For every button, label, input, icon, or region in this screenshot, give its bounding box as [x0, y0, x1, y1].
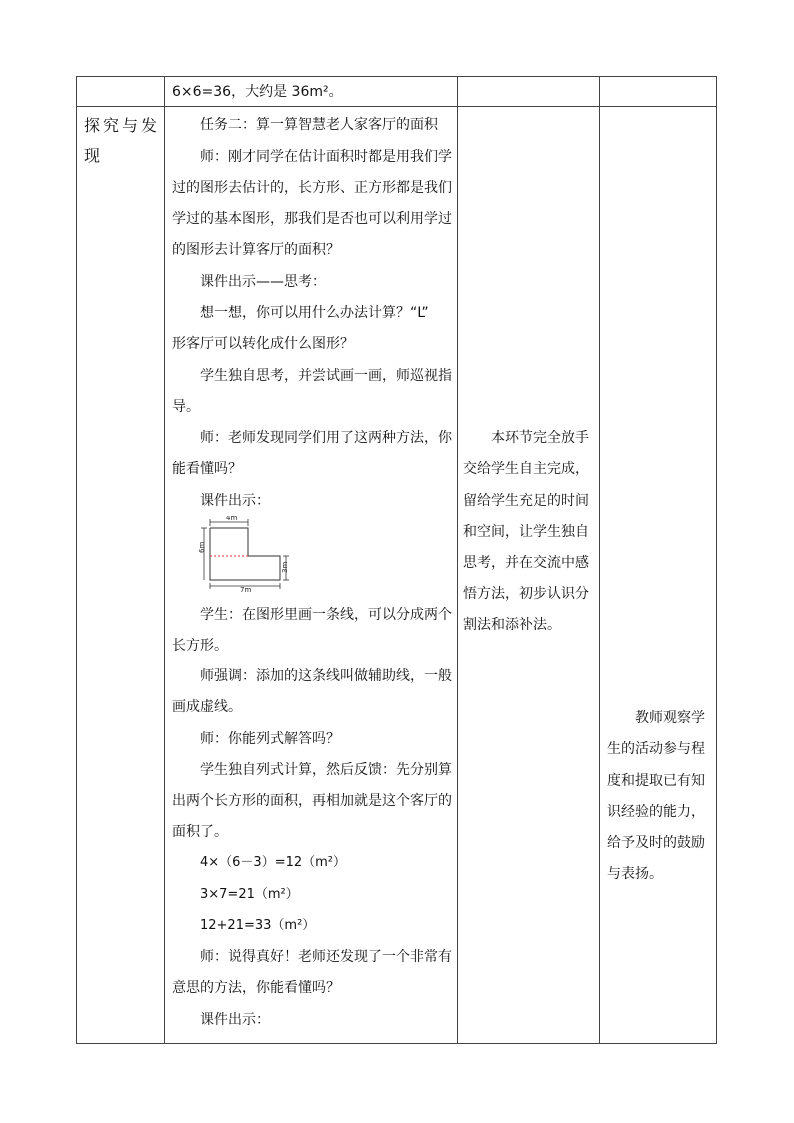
stage-label-line1: 探究与发 — [84, 116, 161, 135]
left-dimension-label: 6m — [198, 541, 206, 553]
content-line: 出两个长方形的面积，再相加就是这个客厅的 — [172, 793, 452, 809]
evaluation-line: 教师观察学 — [635, 710, 705, 726]
content-line: 学过的基本图形，那我们是否也可以利用学过 — [172, 211, 452, 227]
design-intent-line: 本环节完全放手 — [491, 430, 589, 446]
l-shape-outline — [210, 528, 280, 580]
content-line: 过的图形去估计的，长方形、正方形都是我们 — [172, 180, 452, 196]
content-line: 课件出示： — [200, 493, 270, 509]
evaluation-line: 给予及时的鼓励 — [607, 835, 705, 851]
design-intent-line: 留给学生充足的时间 — [463, 493, 589, 509]
top-dimension-label: 4m — [226, 516, 238, 522]
table-col-divider-3 — [599, 76, 600, 1044]
evaluation-line: 度和提取已有知 — [607, 773, 705, 789]
formula-line: 12+21=33（m²） — [200, 918, 316, 933]
evaluation-line: 识经验的能力， — [607, 804, 705, 820]
design-intent-line: 和空间，让学生独自 — [463, 524, 589, 540]
content-line: 形客厅可以转化成什么图形？ — [172, 336, 354, 352]
design-intent-line: 割法和添补法。 — [463, 617, 561, 633]
content-line: 学生：在图形里画一条线，可以分成两个 — [200, 607, 452, 623]
table-col-divider-2 — [457, 76, 458, 1044]
table-border-right — [716, 76, 717, 1044]
stage-label-line2: 现 — [84, 146, 104, 165]
right-dimension-label: 3m — [281, 561, 289, 573]
table-border-left — [76, 76, 77, 1044]
design-intent-line: 思考，并在交流中感 — [463, 555, 589, 571]
content-line: 长方形。 — [172, 638, 228, 654]
content-line: 师强调：添加的这条线叫做辅助线，一般 — [200, 668, 452, 684]
content-line: 面积了。 — [172, 824, 228, 840]
content-line: 课件出示： — [200, 1012, 270, 1028]
formula-line: 4×（6－3）=12（m²） — [200, 855, 347, 870]
design-intent-line: 交给学生自主完成， — [463, 461, 589, 477]
table-border-top — [76, 76, 717, 77]
evaluation-line: 与表扬。 — [607, 866, 663, 882]
content-line: 导。 — [172, 399, 200, 415]
table-border-bottom — [76, 1043, 717, 1044]
content-line: 课件出示——思考： — [200, 274, 326, 290]
content-line: 任务二：算一算智慧老人家客厅的面积 — [200, 117, 438, 133]
content-line: 能看懂吗？ — [172, 461, 242, 477]
content-line: 师：老师发现同学们用了这两种方法，你 — [200, 430, 452, 446]
l-shape-figure — [196, 516, 296, 594]
formula-line: 3×7=21（m²） — [200, 887, 299, 902]
content-line: 师：你能列式解答吗？ — [200, 731, 340, 747]
content-line: 学生独自列式计算，然后反馈：先分别算 — [200, 762, 452, 778]
table-col-divider-1 — [164, 76, 165, 1044]
row1-content: 6×6=36，大约是 36m²。 — [172, 84, 343, 100]
design-intent-line: 悟方法，初步认识分 — [463, 586, 589, 602]
content-line: 学生独自思考，并尝试画一画，师巡视指 — [200, 368, 452, 384]
table-row-divider — [76, 106, 717, 107]
content-line: 师：说得真好！老师还发现了一个非常有 — [200, 949, 452, 965]
bottom-dimension-label: 7m — [240, 586, 252, 594]
content-line: 师：刚才同学在估计面积时都是用我们学 — [200, 149, 452, 165]
content-line: 想一想，你可以用什么办法计算？“L” — [200, 305, 429, 321]
content-line: 画成虚线。 — [172, 699, 242, 715]
evaluation-line: 生的活动参与程 — [607, 741, 705, 757]
content-line: 意思的方法，你能看懂吗？ — [172, 980, 340, 996]
content-line: 的图形去计算客厅的面积？ — [172, 242, 340, 258]
